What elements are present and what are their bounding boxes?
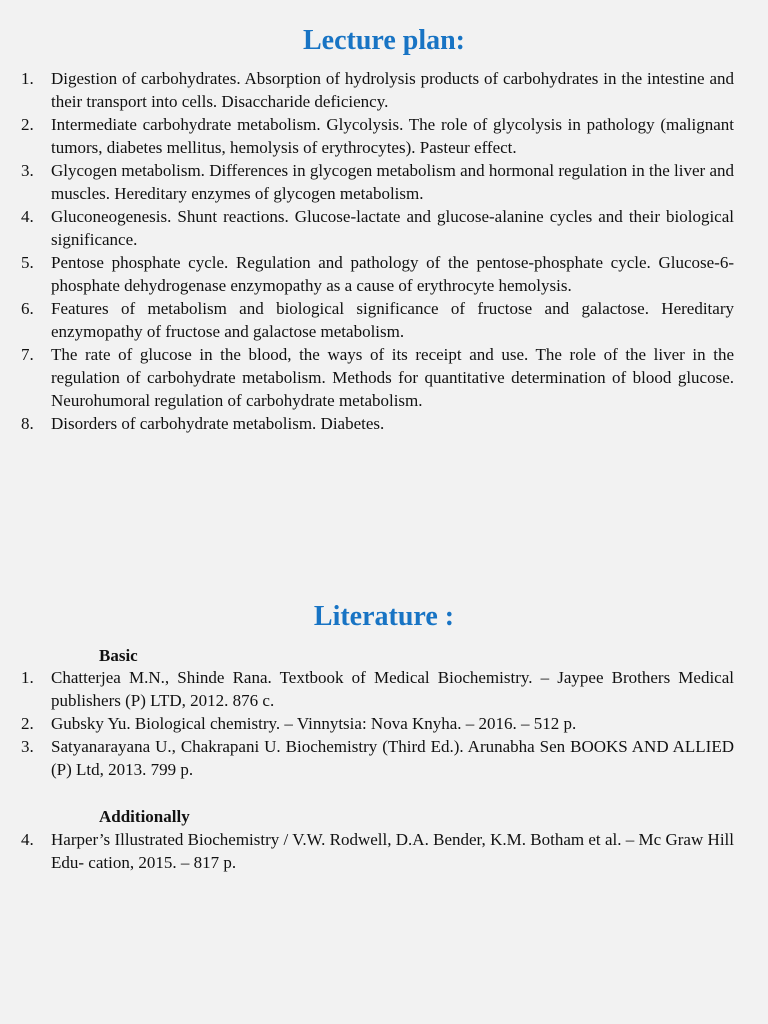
lecture-plan-item bbox=[0, 412, 768, 435]
lecture-plan-item bbox=[0, 159, 768, 205]
item-number: 7. bbox=[21, 345, 34, 364]
lecture-plan-item bbox=[0, 113, 768, 159]
item-text: Satyanarayana U., Chakrapani U. Biochemistry (Third Ed.). Arunabha Sen BOOKS AND ALLIED (P) Ltd, 2013. 799 p. bbox=[51, 737, 734, 779]
item-number: 3. bbox=[21, 737, 34, 756]
lecture-plan-item bbox=[0, 251, 768, 297]
item-number: 2. bbox=[21, 714, 34, 733]
item-number: 3. bbox=[21, 161, 34, 180]
lecture-plan-item bbox=[0, 343, 768, 412]
item-text: Features of metabolism and biological significance of fructose and galactose. Hereditary enzymopathy of fructose and galactose metabolism. bbox=[51, 299, 734, 341]
item-text: Disorders of carbohydrate metabolism. Diabetes. bbox=[51, 414, 385, 433]
item-text: Digestion of carbohydrates. Absorption of hydrolysis products of carbohydrates in the intestine and their transport into cells. Disaccharide deficiency. bbox=[51, 69, 734, 111]
lecture-plan-item bbox=[0, 205, 768, 251]
literature-item bbox=[0, 712, 768, 735]
item-number: 1. bbox=[21, 69, 34, 88]
literature-item bbox=[0, 735, 768, 781]
item-text: Gubsky Yu. Biological chemistry. – Vinnytsia: Nova Knyha. – 2016. – 512 p. bbox=[51, 714, 577, 733]
item-number: 8. bbox=[21, 414, 34, 433]
lecture-plan-list bbox=[0, 67, 768, 435]
item-text: Harper’s Illustrated Biochemistry / V.W. Rodwell, D.A. Bender, K.M. Botham et al. – Mc Graw Hill Edu- cation, 2015. – 817 p. bbox=[51, 830, 734, 872]
literature-item bbox=[0, 666, 768, 712]
item-number: 1. bbox=[21, 668, 34, 687]
literature-item bbox=[0, 828, 768, 874]
lecture-plan-heading: Lecture plan: bbox=[302, 25, 466, 56]
lecture-plan-item bbox=[0, 297, 768, 343]
item-text: Pentose phosphate cycle. Regulation and pathology of the pentose-phosphate cycle. Glucose-6-phosphate dehydrogenase enzymopathy as a cause of erythrocyte hemolysis. bbox=[51, 253, 734, 295]
basic-literature-list bbox=[0, 666, 768, 781]
basic-subheading: Basic bbox=[99, 646, 138, 665]
item-number: 5. bbox=[21, 253, 34, 272]
item-number: 6. bbox=[21, 299, 34, 318]
item-text: Intermediate carbohydrate metabolism. Glycolysis. The role of glycolysis in pathology (malignant tumors, diabetes mellitus, hemolysis of erythrocytes). Pasteur effect. bbox=[51, 115, 734, 157]
item-text: Glycogen metabolism. Differences in glycogen metabolism and hormonal regulation in the liver and muscles. Hereditary enzymes of glycogen metabolism. bbox=[51, 161, 734, 203]
additional-literature-list bbox=[0, 828, 768, 874]
item-text: Chatterjea M.N., Shinde Rana. Textbook of Medical Biochemistry. – Jaypee Brothers Medical publishers (P) LTD, 2012. 876 c. bbox=[51, 668, 734, 710]
item-number: 4. bbox=[21, 207, 34, 226]
item-text: Gluconeogenesis. Shunt reactions. Glucose-lactate and glucose-alanine cycles and their biological significance. bbox=[51, 207, 734, 249]
item-number: 2. bbox=[21, 115, 34, 134]
lecture-plan-item bbox=[0, 67, 768, 113]
item-text: The rate of glucose in the blood, the ways of its receipt and use. The role of the liver in the regulation of carbohydrate metabolism. Methods for quantitative determination of blood glucose. Neurohumoral regulation of carbohydrate metabolism. bbox=[51, 345, 734, 410]
additionally-subheading: Additionally bbox=[99, 807, 190, 826]
item-number: 4. bbox=[21, 830, 34, 849]
literature-heading: Literature : bbox=[313, 601, 455, 632]
